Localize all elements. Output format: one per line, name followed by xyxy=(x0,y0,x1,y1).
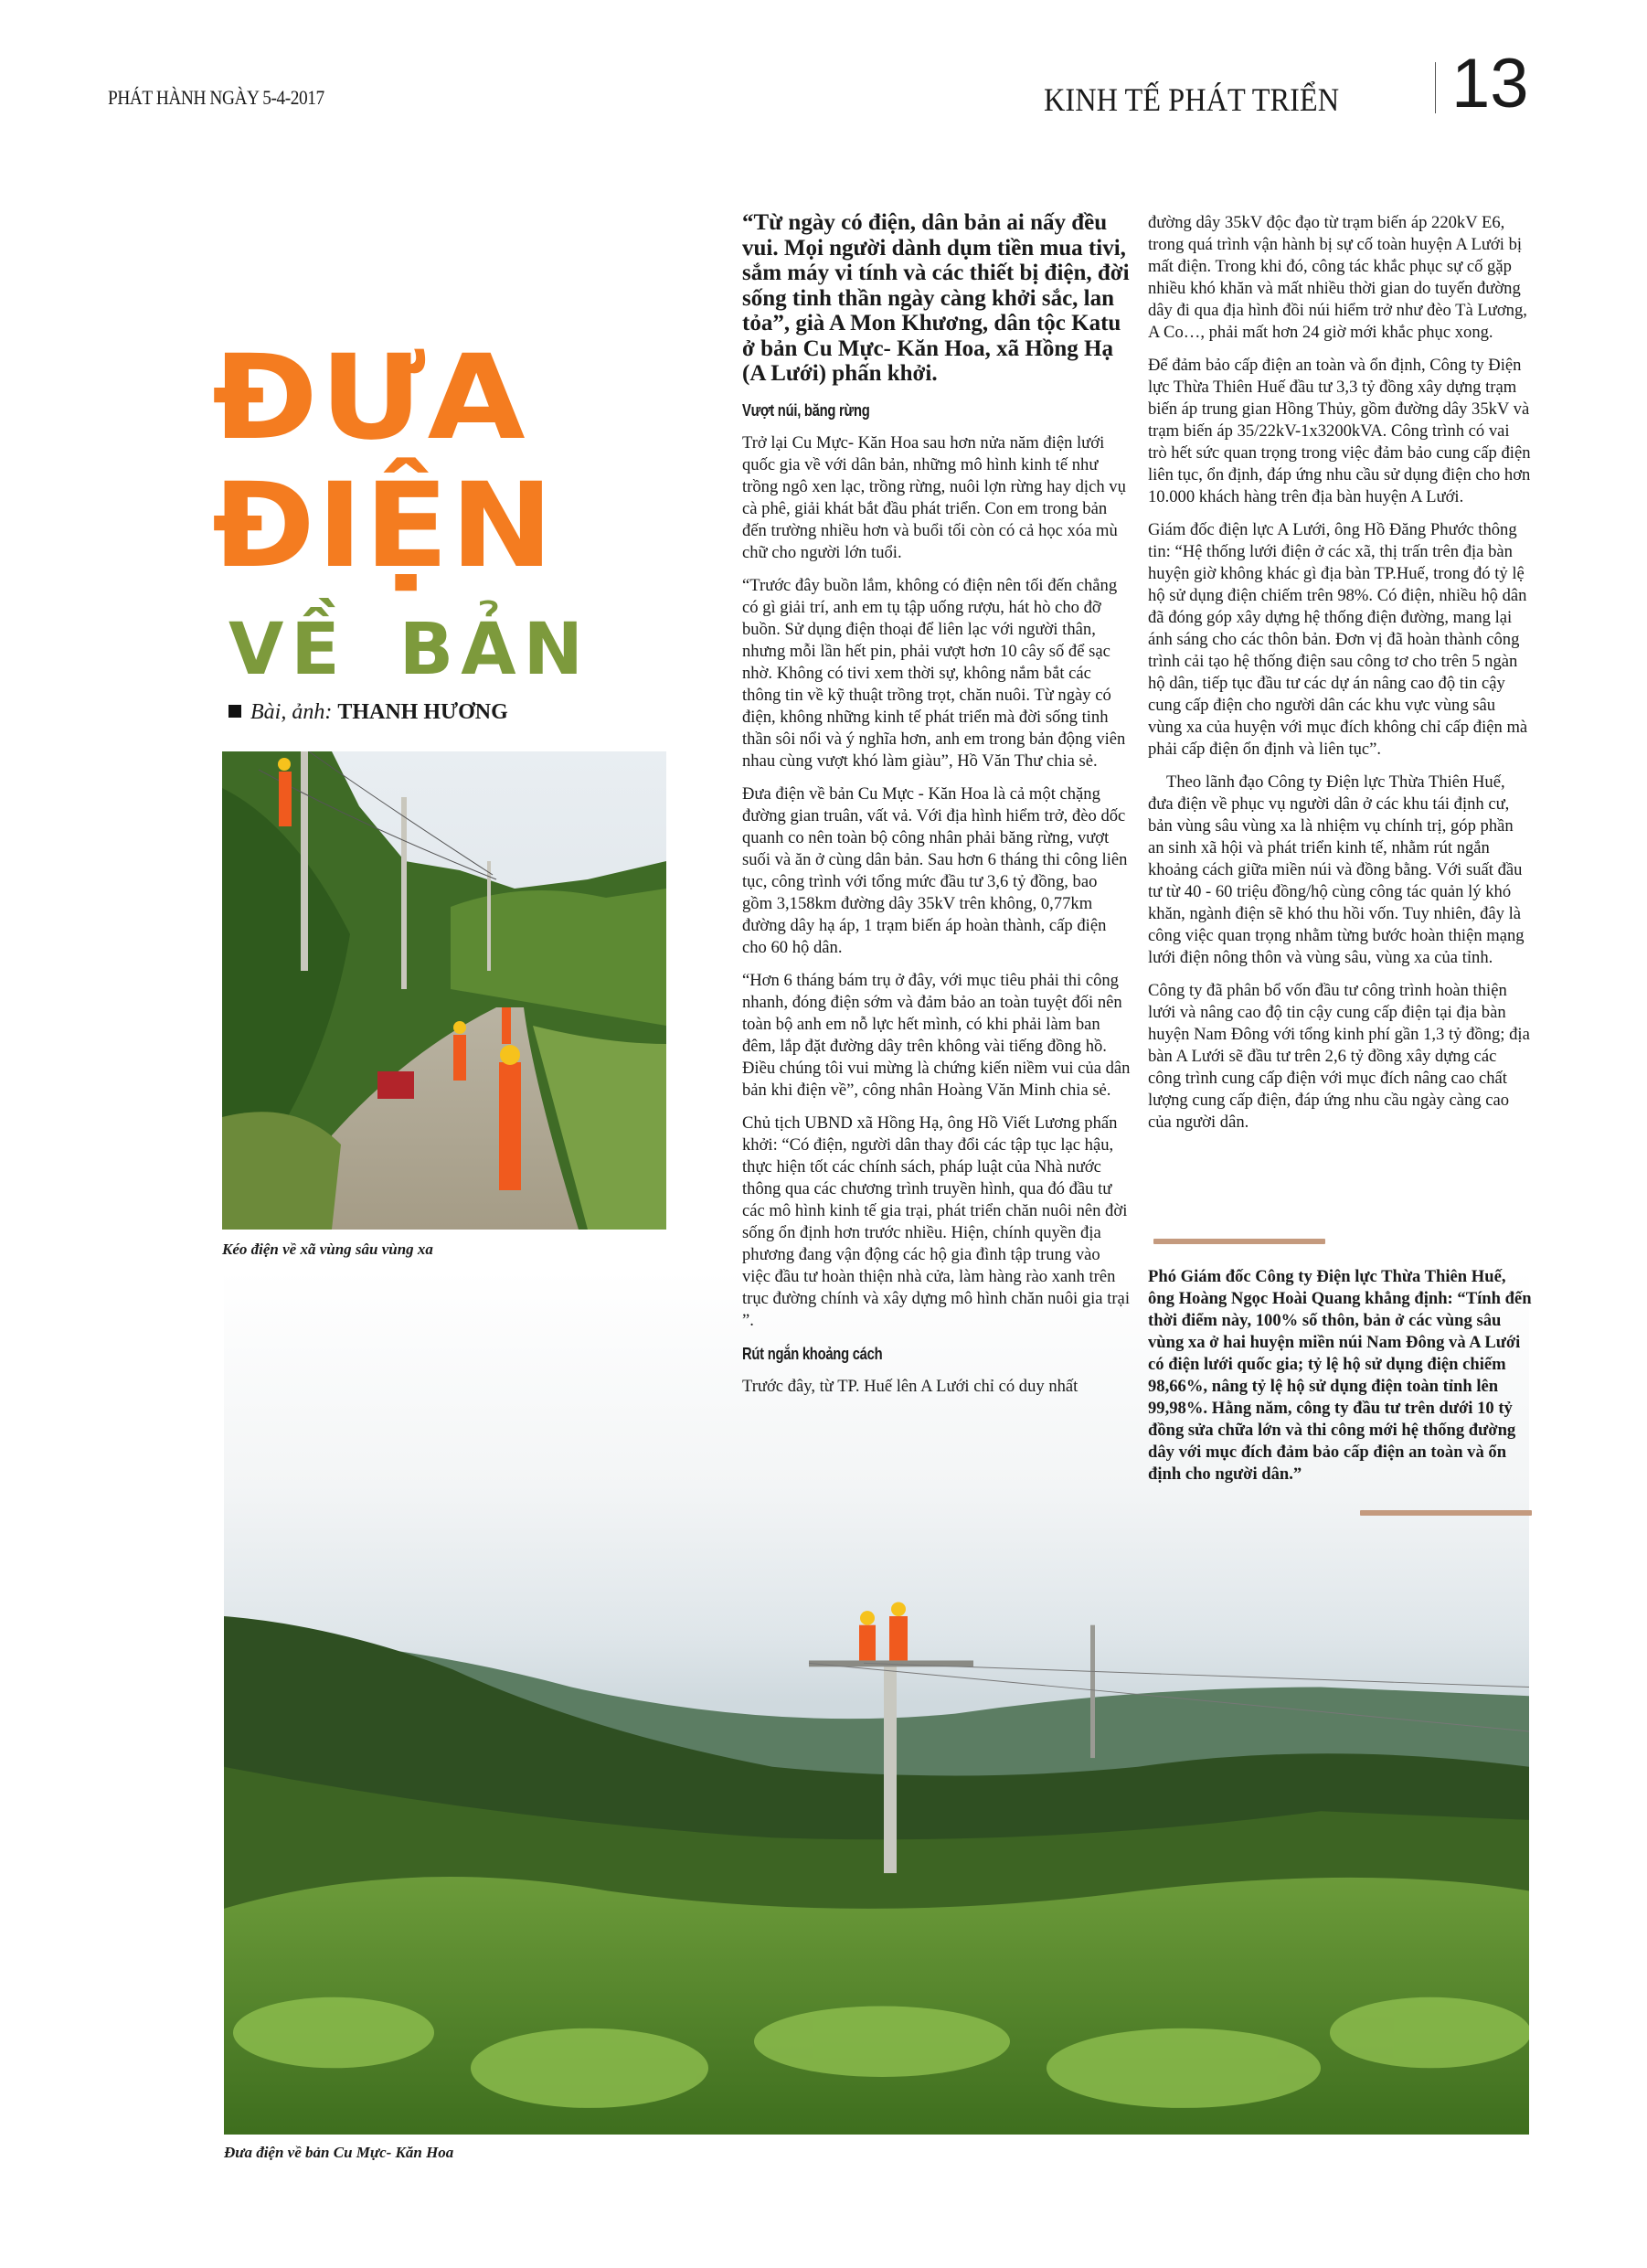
byline-label: Bài, ảnh: xyxy=(250,700,333,724)
paragraph: Trở lại Cu Mực- Kăn Hoa sau hơn nửa năm điện lưới quốc gia về với dân bản, những mô hình kinh tế như trồng ngô xen lạc, trồng rừng, nuôi lợn rừng hay dịch vụ cà phê, giải khát bắt đầu phát triển. Con em trong bản đến trường nhiều hơn và buổi tối còn có cả học xóa mù chữ cho người lớn tuổi. xyxy=(742,432,1126,562)
paragraph: đường dây 35kV độc đạo từ trạm biến áp 220kV E6, trong quá trình vận hành bị sự cố toàn huyện A Lưới bị mất điện. Trong khi đó, công tác khắc phục sự cố gặp nhiều khó khăn và mất nhiều thời gian do tuyến đường dây đi qua địa hình đồi núi hiểm trở như đèo Tà Lương, A Co…, phải mất hơn 24 giờ mới khắc phục xong. xyxy=(1148,213,1527,342)
page-number: 13 xyxy=(1451,45,1529,122)
subheading: Vượt núi, băng rừng xyxy=(742,400,870,420)
headline-line-2: ĐIỆN xyxy=(212,458,556,594)
issue-date: PHÁT HÀNH NGÀY 5-4-2017 xyxy=(108,86,324,109)
photo2-caption: Đưa điện về bản Cu Mực- Kăn Hoa xyxy=(224,2144,454,2161)
paragraph: Giám đốc điện lực A Lưới, ông Hồ Đăng Phước thông tin: “Hệ thống lưới điện ở các xã, thị trấn trên địa bàn huyện giờ không khác gì địa bàn TP.Huế, trong đó tỷ lệ hộ sử dụng điện chiếm trên 98%. Có điện, nhiều hộ dân đã đóng góp xây dựng hệ thống điện đường, mang lại ánh sáng cho các thôn bản. Đơn vị đã hoàn thành công trình cải tạo hệ thống điện sau công tơ cho trên 5 ngàn hộ dân, tiếp tục đầu tư các dự án nâng cao độ tin cậy cung cấp điện cho người dân các khu vực vùng sâu vùng xa của huyện với mục đích không chỉ cấp điện mà phải cấp điện ổn định và liên tục”. xyxy=(1148,520,1528,759)
pull-quote-top-rule xyxy=(1153,1239,1325,1244)
square-bullet-icon xyxy=(228,705,241,718)
subheading: Rút ngắn khoảng cách xyxy=(742,1344,883,1363)
paragraph: Trước đây, từ TP. Huế lên A Lưới chỉ có duy nhất xyxy=(742,1376,1079,1396)
paragraph: Để đảm bảo cấp điện an toàn và ổn định, Công ty Điện lực Thừa Thiên Huế đầu tư 3,3 tỷ đồng xây dựng trạm biến áp trung gian Hồng Thủy, gồm đường dây 35kV và trạm biến áp 35/22kV-1x3200kVA. Công trình có vai trò hết sức quan trọng trong việc đảm bảo cung cấp điện liên tục, ổn định, đáp ứng nhu cầu sử dụng điện cho hơn 10.000 khách hàng trên địa bàn huyện A Lưới. xyxy=(1148,356,1531,506)
photo-workers-on-road xyxy=(222,751,666,1230)
paragraph: Theo lãnh đạo Công ty Điện lực Thừa Thiên Huế, đưa điện về phục vụ người dân ở các khu tái định cư, bản vùng sâu vùng xa là nhiệm vụ chính trị, góp phần an sinh xã hội và phát triển kinh tế, nhằm rút ngắn khoảng cách giữa miền núi và đồng bằng. Với suất đầu tư từ 40 - 60 triệu đồng/hộ cùng công tác quản lý khó khăn, ngành điện sẽ khó thu hồi vốn. Tuy nhiên, đây là công việc quan trọng nhằm từng bước hoàn thiện mạng lưới điện nông thôn và vùng sâu, vùng xa của tỉnh. xyxy=(1148,772,1525,967)
section-title: KINH TẾ PHÁT TRIỂN xyxy=(1044,81,1340,118)
pull-quote: Phó Giám đốc Công ty Điện lực Thừa Thiên Huế, ông Hoàng Ngọc Hoài Quang khẳng định: “Tính đến thời điểm này, 100% số thôn, bản ở các vùng sâu vùng xa ở hai huyện miền núi Nam Đông và A Lưới có điện lưới quốc gia; tỷ lệ hộ sử dụng điện chiếm 98,66%, nâng tỷ lệ hộ sử dụng điện toàn tỉnh lên 99,98%. Hằng năm, công ty đầu tư trên dưới 10 tỷ đồng sửa chữa lớn và thi công mới hệ thống đường dây với mục đích đảm bảo cấp điện an toàn và ổn định cho người dân.” xyxy=(1148,1267,1532,1484)
paragraph: Đưa điện về bản Cu Mực - Kăn Hoa là cả một chặng đường gian truân, vất vả. Với địa hình hiểm trở, đèo dốc quanh co nên toàn bộ công nhân phải băng rừng, vượt suối và ăn ở cùng dân bản. Sau hơn 6 tháng thi công liên tục, công trình với tổng mức đầu tư 3,6 tỷ đồng, bao gồm 3,158km đường dây 35kV trên không, 0,77km đường dây hạ áp, 1 trạm biến áp hoàn thành, cấp điện cho 60 hộ dân. xyxy=(742,783,1128,957)
headline-line-3: VỀ BẢN xyxy=(228,609,590,691)
article-column-right xyxy=(1148,212,1532,1145)
lead-quote: “Từ ngày có điện, dân bản ai nấy đều vui. Mọi người dành dụm tiền mua tivi, sắm máy vi tính và các thiết bị điện, đời sống tinh thần ngày càng khởi sắc, lan tỏa”, già A Mon Khương, dân tộc Katu ở bản Cu Mực- Kăn Hoa, xã Hồng Hạ (A Lưới) phấn khởi. xyxy=(742,210,1130,386)
paragraph: “Trước đây buồn lắm, không có điện nên tối đến chẳng có gì giải trí, anh em tụ tập uống rượu, hát hò cho đỡ buồn. Sử dụng điện thoại để liên lạc với người thân, nhưng mỗi lần hết pin, phải vượt hơn 10 cây số để sạc nhờ. Không có tivi xem thời sự, không nắm bắt các thông tin về kỹ thuật trồng trọt, chăn nuôi. Từ ngày có điện, không những kinh tế phát triển mà đời sống tinh thần sôi nổi và ý nghĩa hơn, anh em trong bản động viên nhau cùng vượt khó làm giàu”, Hồ Văn Thư chia sẻ. xyxy=(742,575,1126,771)
photo1-caption: Kéo điện về xã vùng sâu vùng xa xyxy=(222,1240,433,1258)
pull-quote-bottom-rule xyxy=(1360,1510,1532,1516)
paragraph: Chủ tịch UBND xã Hồng Hạ, ông Hồ Viết Lương phấn khởi: “Có điện, người dân thay đổi các tập tục lạc hậu, thực hiện tốt các chính sách, pháp luật của Nhà nước thông qua các chương trình truyền hình, qua đó đầu tư các mô hình kinh tế gia trại, phát triển chăn nuôi nên đời sống ổn định hơn trước nhiều. Hiện, chính quyền địa phương đang vận động các hộ gia đình tập trung vào việc đầu tư hoàn thiện nhà cửa, làm hàng rào xanh trên trục đường chính và xây dựng mô hình chăn nuôi gia trại ”. xyxy=(742,1113,1130,1330)
byline-author: THANH HƯƠNG xyxy=(337,700,508,724)
header-divider xyxy=(1435,62,1436,113)
headline-line-1: ĐƯA xyxy=(212,330,527,466)
article-column-middle xyxy=(742,210,1131,1409)
paragraph: “Hơn 6 tháng bám trụ ở đây, với mục tiêu phải thi công nhanh, đóng điện sớm và đảm bảo an toàn tuyệt đối nên toàn bộ anh em nỗ lực hết mình, có khi phải làm ban đêm, lắp đặt đường dây trên không vài tiếng đồng hồ. Điều chúng tôi vui mừng là chứng kiến niềm vui của dân bản khi điện về”, công nhân Hoàng Văn Minh chia sẻ. xyxy=(742,970,1131,1100)
paragraph: Công ty đã phân bổ vốn đầu tư công trình hoàn thiện lưới và nâng cao độ tin cậy cung cấp điện tại địa bàn huyện Nam Đông với tổng kinh phí gần 1,3 tỷ đồng; địa bàn A Lưới sẽ đầu tư trên 2,6 tỷ đồng xây dựng các công trình cung cấp điện với mục đích nâng cao chất lượng cung cấp điện, đáp ứng nhu cầu ngày càng cao của người dân. xyxy=(1148,981,1530,1132)
byline xyxy=(228,700,508,725)
